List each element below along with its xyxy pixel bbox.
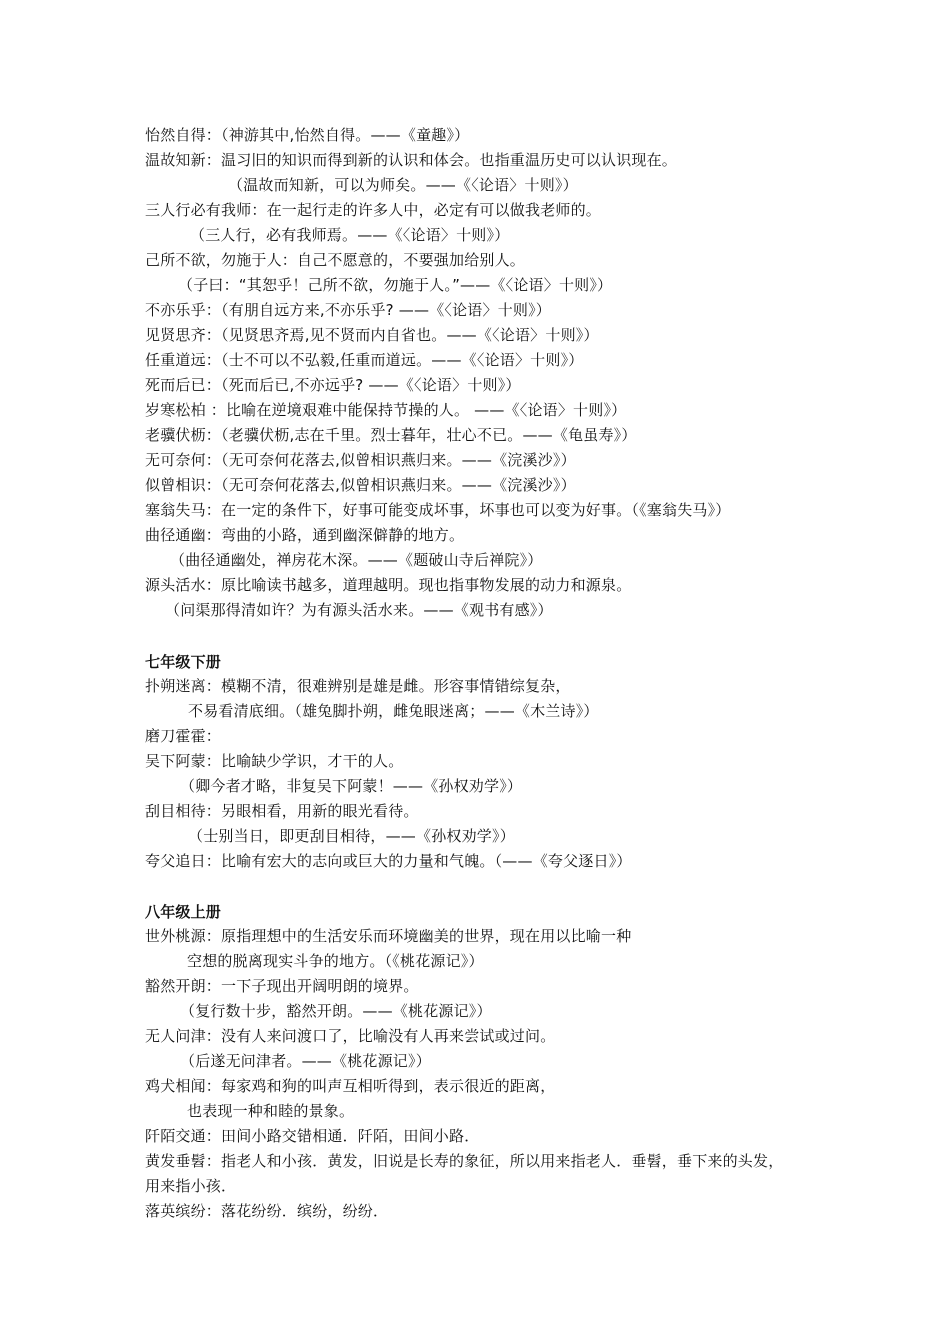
entry-line: 老骥伏枥：（老骥伏枥,志在千里。烈士暮年，壮心不已。——《龟虽寿》）: [145, 426, 637, 444]
entry-continuation: 也表现一种和睦的景象。: [187, 1102, 355, 1120]
entry-line: 刮目相待：另眼相看，用新的眼光看待。: [145, 802, 419, 820]
entry-line: 曲径通幽：弯曲的小路，通到幽深僻静的地方。: [145, 526, 465, 544]
entry-line: 三人行必有我师：在一起行走的许多人中，必定有可以做我老师的。: [145, 201, 602, 219]
entry-line: 死而后已：（死而后已,不亦远乎? ——《〈论语〉十则》）: [145, 376, 521, 394]
entry-quote: （温故而知新，可以为师矣。——《〈论语〉十则》）: [228, 176, 578, 194]
entry-line: 吴下阿蒙：比喻缺少学识，才干的人。: [145, 752, 404, 770]
entry-line: 世外桃源：原指理想中的生活安乐而环境幽美的世界，现在用以比喻一种: [145, 927, 632, 945]
entry-line: 落英缤纷：落花纷纷．缤纷，纷纷．: [145, 1202, 389, 1220]
entry-quote: （复行数十步，豁然开朗。——《桃花源记》）: [180, 1002, 492, 1020]
entry-line: 扑朔迷离：模糊不清，很难辨别是雄是雌。形容事情错综复杂，: [145, 677, 571, 695]
entry-quote: （卿今者才略，非复吴下阿蒙！——《孙权劝学》）: [180, 777, 523, 795]
entry-line: 用来指小孩．: [145, 1177, 237, 1195]
entry-continuation: 空想的脱离现实斗争的地方。（《桃花源记》）: [187, 952, 484, 970]
entry-line: 岁寒松柏 ：比喻在逆境艰难中能保持节操的人。 ——《〈论语〉十则》）: [145, 401, 627, 419]
entry-line: 无可奈何：（无可奈何花落去,似曾相识燕归来。——《浣溪沙》）: [145, 451, 576, 469]
entry-quote: （曲径通幽处，禅房花木深。——《题破山寺后禅院》）: [170, 551, 543, 569]
entry-quote: （问渠那得清如许？为有源头活水来。——《观书有感》）: [165, 601, 553, 619]
entry-line: 塞翁失马：在一定的条件下，好事可能变成坏事，坏事也可以变为好事。（《塞翁失马》）: [145, 501, 731, 519]
entry-continuation: 不易看清底细。（雄兔脚扑朔，雌兔眼迷离；——《木兰诗》）: [188, 702, 599, 720]
entry-line: 鸡犬相闻：每家鸡和狗的叫声互相听得到，表示很近的距离，: [145, 1077, 556, 1095]
entry-line: 夸父追日：比喻有宏大的志向或巨大的力量和气魄。（——《夸父逐日》）: [145, 852, 632, 870]
entry-line: 似曾相识：（无可奈何花落去,似曾相识燕归来。——《浣溪沙》）: [145, 476, 576, 494]
entry-line: 源头活水：原比喻读书越多，道理越明。现也指事物发展的动力和源泉。: [145, 576, 632, 594]
entry-line: 无人问津：没有人来问渡口了，比喻没有人再来尝试或过问。: [145, 1027, 556, 1045]
entry-line: 黄发垂髫：指老人和小孩．黄发，旧说是长寿的象征，所以用来指老人．垂髫，垂下来的头发，: [145, 1152, 784, 1170]
section-heading: 七年级下册: [145, 653, 222, 671]
section-heading: 八年级上册: [145, 903, 222, 921]
entry-line: 怡然自得：（神游其中,怡然自得。——《童趣》）: [145, 126, 470, 144]
entry-line: 温故知新：温习旧的知识而得到新的认识和体会。也指重温历史可以认识现在。: [145, 151, 678, 169]
entry-quote: （后遂无问津者。——《桃花源记》）: [180, 1052, 431, 1070]
entry-line: 磨刀霍霍：: [145, 727, 222, 745]
entry-quote: （三人行，必有我师焉。——《〈论语〉十则》）: [190, 226, 510, 244]
entry-line: 豁然开朗：一下子现出开阔明朗的境界。: [145, 977, 419, 995]
entry-line: 任重道远：（士不可以不弘毅,任重而道远。——《〈论语〉十则》）: [145, 351, 584, 369]
entry-quote: （士别当日，即更刮目相待，——《孙权劝学》）: [188, 827, 515, 845]
entry-line: 阡陌交通：田间小路交错相通．阡陌，田间小路．: [145, 1127, 480, 1145]
entry-line: 不亦乐乎：（有朋自远方来,不亦乐乎? ——《〈论语〉十则》）: [145, 301, 552, 319]
entry-line: 己所不欲，勿施于人：自己不愿意的，不要强加给别人。: [145, 251, 526, 269]
entry-line: 见贤思齐：（见贤思齐焉,见不贤而内自省也。——《〈论语〉十则》）: [145, 326, 599, 344]
entry-quote: （子曰：“其恕乎！己所不欲，勿施于人。”——《〈论语〉十则》）: [178, 276, 613, 294]
